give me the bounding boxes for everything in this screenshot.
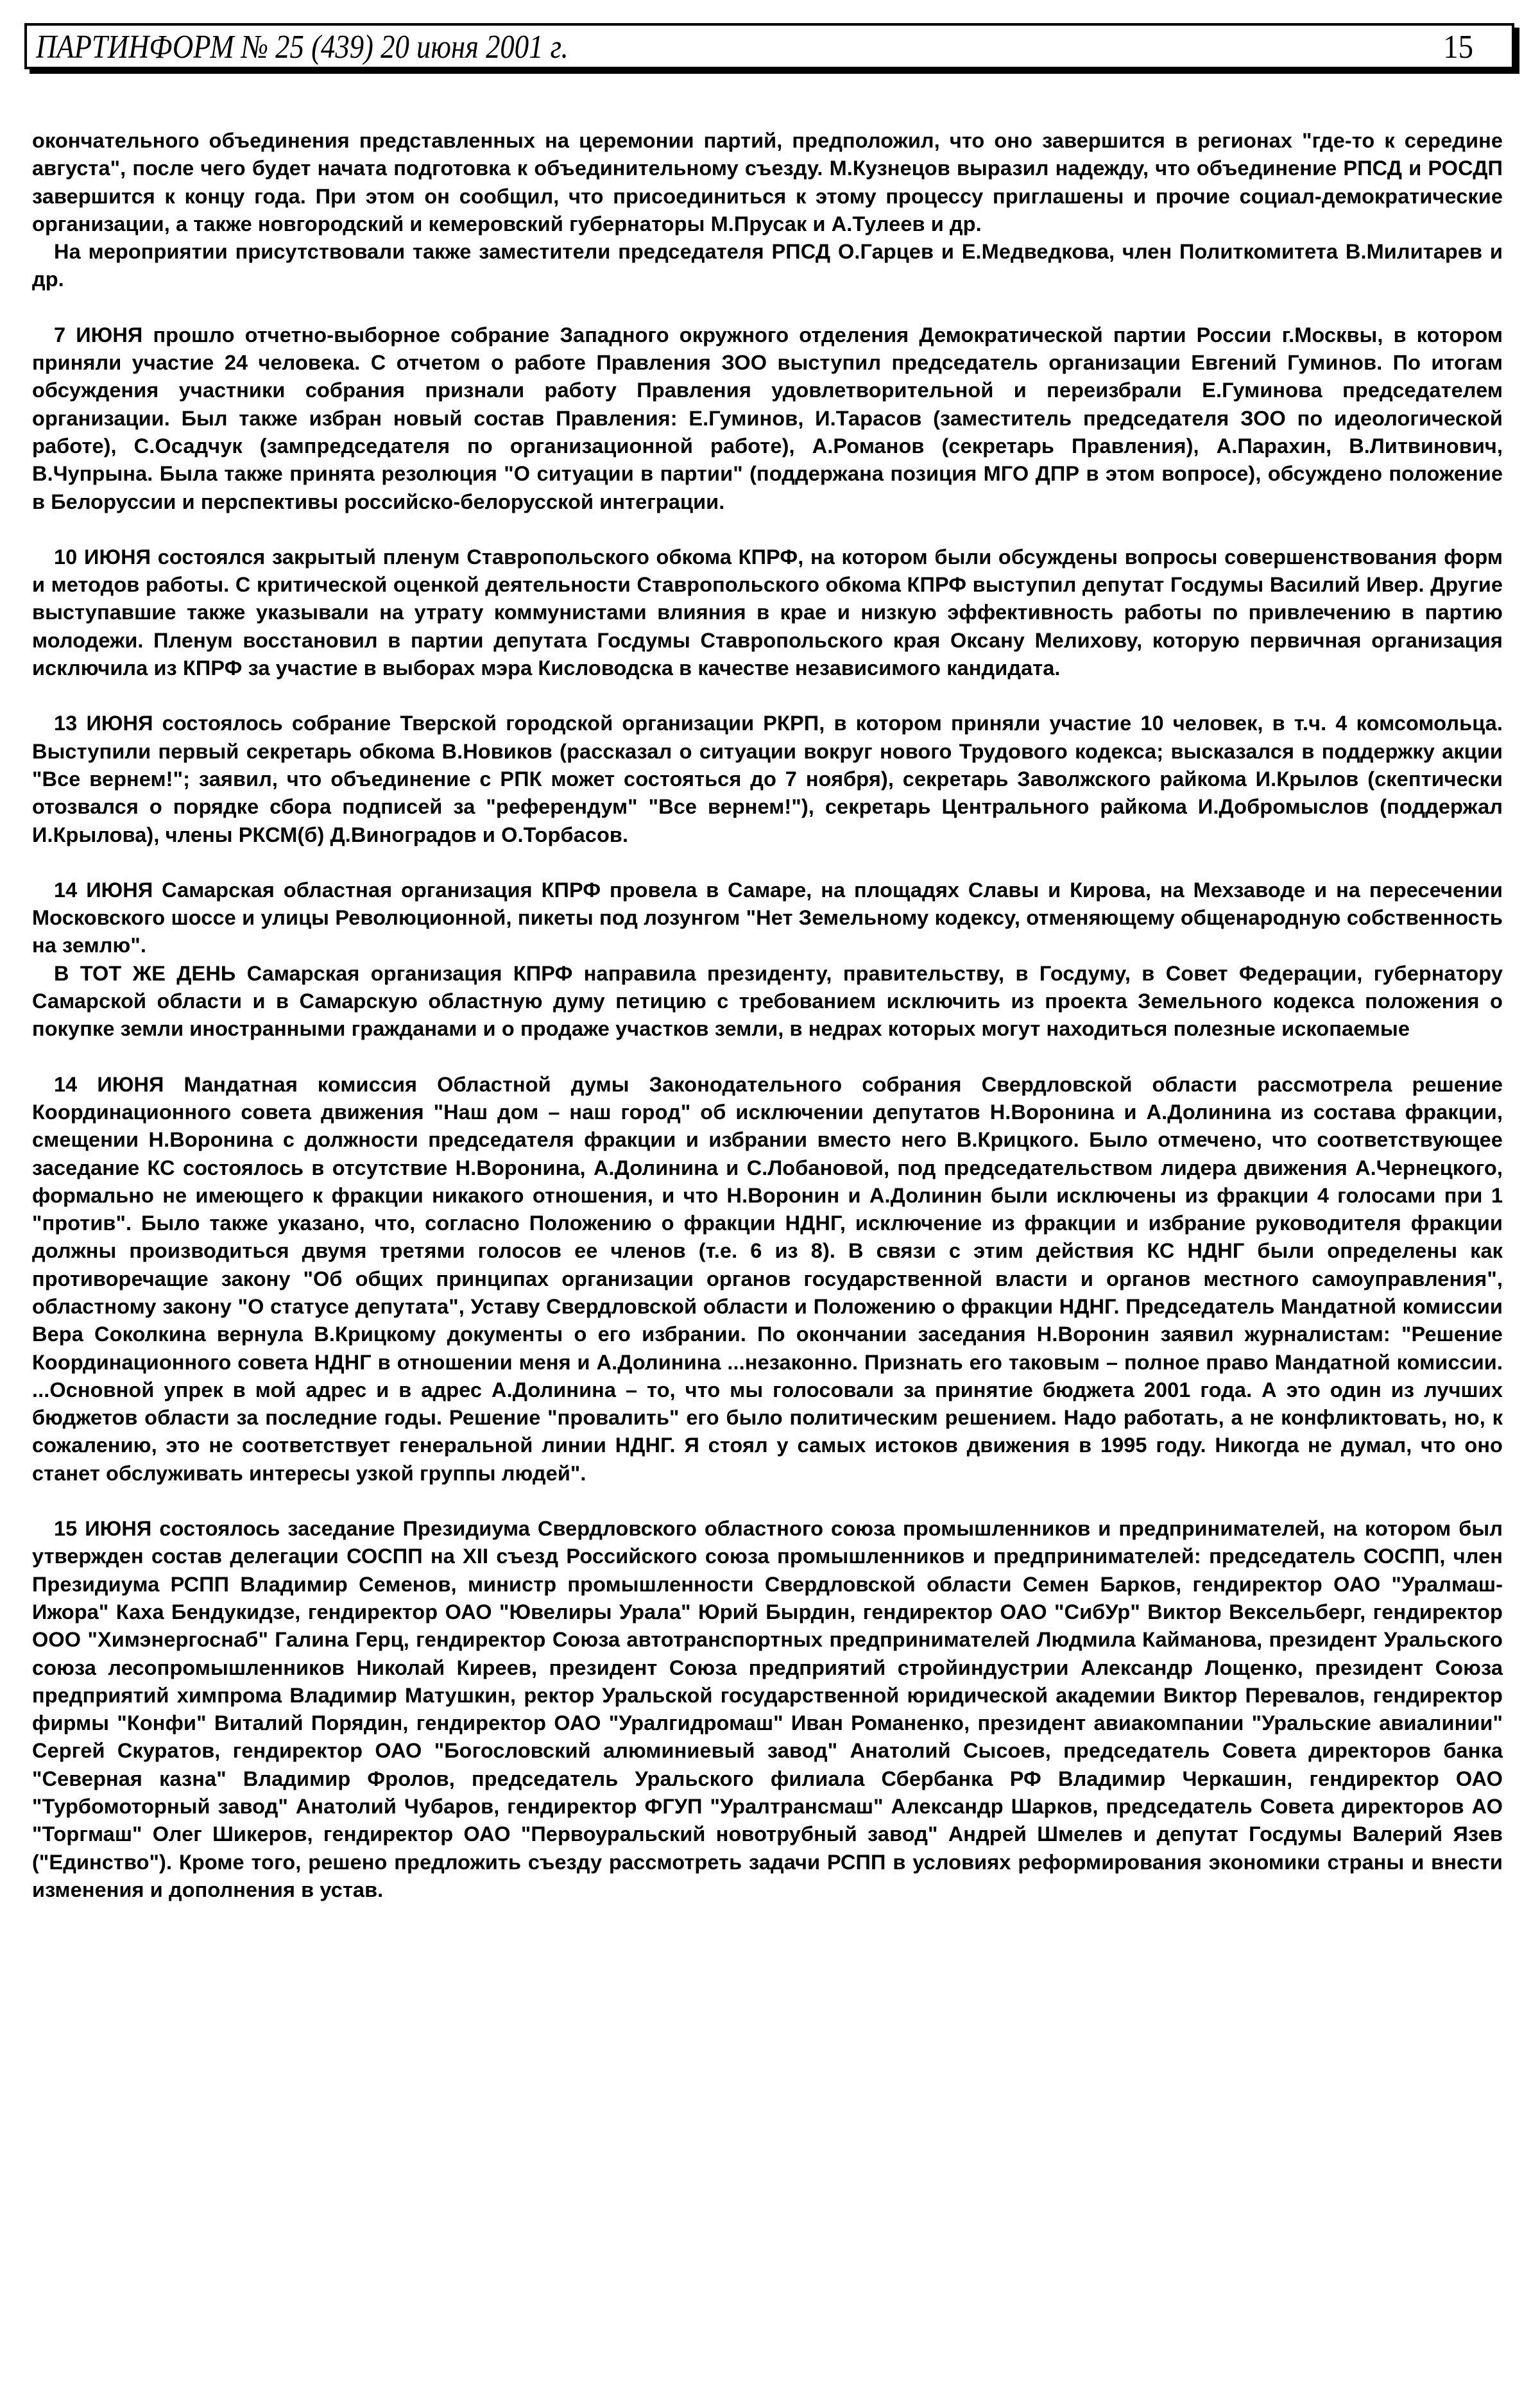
paragraph-june-14-sverdlovsk: 14 ИЮНЯ Мандатная комиссия Областной думы Законодательного собрания Свердловской области рассмотрела решение Координационного совета движения "Наш дом – наш город" об исключении депутатов Н.Воронина и А.Долинина из состава фракции, смещении Н.Воронина с должности председателя фракции и избрании вместо него В.Крицкого. Было отмечено, что соответствующее заседание КС состоялось в отсутствие Н.Воронина, А.Долинина и С.Лобановой, под председательством лидера движения А.Чернецкого, формально не имеющего к фракции никакого отношения, и что Н.Воронин и А.Долинин были исключены из фракции 4 голосами при 1 "против". Было также указано, что, согласно Положению о фракции НДНГ, исключение из фракции и избрание руководителя фракции должны производиться двумя третями голосов ее членов (т.е. 6 из 8). В связи с этим действия КС НДНГ были определены как противоречащие закону "Об общих принципах организации органов государственной власти и органов местного самоуправления", областному закону "О статусе депутата", Уставу Свердловской области и Положению о фракции НДНГ. Председатель Мандатной комиссии Вера Соколкина вернула В.Крицкому документы о его избрании. По окончании заседания Н.Воронин заявил журналистам: "Решение Координационного совета НДНГ в отношении меня и А.Долинина ...незаконно. Признать его таковым – полное право Мандатной комиссии. ...Основной упрек в мой адрес и в адрес А.Долинина – то, что мы голосовали за принятие бюджета 2001 года. А это один из лучших бюджетов области за последние годы. Решение "провалить" его было политическим решением. Надо работать, а не конфликтовать, но, к сожалению, это не соответствует генеральной линии НДНГ. Я стоял у самых истоков движения в 1995 году. Никогда не думал, что оно станет обслуживать интересы узкой группы людей". <box>32 1072 1503 1485</box>
paragraph-spacer <box>32 1487 1503 1515</box>
paragraph-june-13: 13 ИЮНЯ состоялось собрание Тверской городской организации РКРП, в котором приняли участие 10 человек, в т.ч. 4 комсомольца. Выступили первый секретарь обкома В.Новиков (рассказал о ситуации вокруг нового Трудового кодекса; высказался в поддержку акции "Все вернем!"; заявил, что объединение с РПК может состояться до 7 ноября), секретарь Заволжского райкома И.Крылов (скептически отозвался о порядке сбора подписей за "референдум" "Все вернем!"), секретарь Центрального райкома И.Добромыслов (поддержал И.Крылова), члены РКСМ(б) Д.Виноградов и О.Торбасов. <box>32 712 1503 846</box>
paragraph-same-day-samara: В ТОТ ЖЕ ДЕНЬ Самарская организация КПРФ направила президенту, правительству, в Госдуму, в Совет Федерации, губернатору Самарской области и в Самарскую областную думу петицию с требованием исключить из проекта Земельного кодекса положения о покупке земли иностранными гражданами и о продаже участков земли, в недрах которых могут находиться полезные ископаемые <box>32 961 1503 1041</box>
paragraph-june-10: 10 ИЮНЯ состоялся закрытый пленум Ставропольского обкома КПРФ, на котором были обсуждены вопросы совершенствования форм и методов работы. С критической оценкой деятельности Ставропольского обкома КПРФ выступил депутат Госдумы Василий Ивер. Другие выступавшие также указывали на утрату коммунистами влияния в крае и низкую эффективность работы по привлечению в партию молодежи. Пленум восстановил в партии депутата Госдумы Ставропольского края Оксану Мелихову, которую первичная организация исключила из КПРФ за участие в выборах мэра Кисловодска в качестве независимого кандидата. <box>32 545 1503 680</box>
paragraph-spacer <box>32 682 1503 710</box>
paragraph-june-15: 15 ИЮНЯ состоялось заседание Президиума Свердловского областного союза промышленников и предпринимателей, на котором был утвержден состав делегации СОСПП на XII съезд Российского союза промышленников и предпринимателей: председатель СОСПП, член Президиума РСПП Владимир Семенов, министр промышленности Свердловской области Семен Барков, гендиректор ОАО "Уралмаш-Ижора" Каха Бендукидзе, гендиректор ОАО "Ювелиры Урала" Юрий Бырдин, гендиректор ОАО "СибУр" Виктор Вексельберг, гендиректор ООО "Химэнергоснаб" Галина Герц, гендиректор Союза автотранспортных предпринимателей Людмила Кайманова, президент Уральского союза лесопромышленников Николай Киреев, президент Союза предприятий стройиндустрии Александр Лощенко, президент Союза предприятий химпрома Владимир Матушкин, ректор Уральской государственной юридической академии Виктор Перевалов, гендиректор фирмы "Конфи" Виталий Порядин, гендиректор ОАО "Уралгидромаш" Иван Романенко, президент авиакомпании "Уральские авиалинии" Сергей Скуратов, гендиректор ОАО "Богословский алюминиевый завод" Анатолий Сысоев, председатель Совета директоров банка "Северная казна" Владимир Фролов, председатель Уральского филиала Сбербанка РФ Владимир Черкашин, гендиректор ОАО "Турбомоторный завод" Анатолий Чубаров, гендиректор ФГУП "Уралтрансмаш" Александр Шарков, председатель Совета директоров АО "Торгмаш" Олег Шикеров, гендиректор ОАО "Первоуральский новотрубный завод" Андрей Шмелев и депутат Госдумы Валерий Язев ("Единство"). Кроме того, решено предложить съезду рассмотреть задачи РСПП в условиях реформирования экономики страны и внести изменения и дополнения в устав. <box>32 1517 1503 1901</box>
paragraph-spacer <box>32 516 1503 544</box>
article-body <box>32 127 1503 1904</box>
paragraph-attendees: На мероприятии присутствовали также заместители председателя РПСД О.Гарцев и Е.Медведкова, член Политкомитета В.Милитарев и др. <box>32 240 1503 291</box>
page-number: 15 <box>1443 29 1473 65</box>
paragraph-spacer <box>32 294 1503 321</box>
page-header <box>24 23 1514 69</box>
paragraph-spacer <box>32 1043 1503 1071</box>
paragraph-continuation: окончательного объединения представленных на церемонии партий, предположил, что оно завершится в регионах "где-то к середине августа", после чего будет начата подготовка к объединительному съезду. М.Кузнецов выразил надежду, что объединение РПСД и РОСДП завершится к концу года. При этом он сообщил, что присоединиться к этому процессу приглашены и прочие социал-демократические организации, а также новгородский и кемеровский губернаторы М.Прусак и А.Тулеев и др. <box>32 129 1503 236</box>
paragraph-june-7: 7 ИЮНЯ прошло отчетно-выборное собрание Западного окружного отделения Демократической партии России г.Москвы, в котором приняли участие 24 человека. С отчетом о работе Правления ЗОО выступил председатель организации Евгений Гуминов. По итогам обсуждения участники собрания признали работу Правления удовлетворительной и переизбрали Е.Гуминова председателем организации. Был также избран новый состав Правления: Е.Гуминов, И.Тарасов (заместитель председателя ЗОО по идеологической работе), С.Осадчук (зампредседателя по организационной работе), А.Романов (секретарь Правления), А.Парахин, В.Литвинович, В.Чупрына. Была также принята резолюция "О ситуации в партии" (поддержана позиция МГО ДПР в этом вопросе), обсуждено положение в Белоруссии и перспективы российско-белорусской интеграции. <box>32 323 1503 513</box>
publication-title: ПАРТИНФОРМ № 25 (439) 20 июня 2001 г. <box>36 29 569 65</box>
paragraph-june-14-samara: 14 ИЮНЯ Самарская областная организация КПРФ провела в Самаре, на площадях Славы и Кирова, на Мехзаводе и на пересечении Московского шоссе и улицы Революционной, пикеты под лозунгом "Нет Земельному кодексу, отменяющему общенародную собственность на землю". <box>32 878 1503 957</box>
paragraph-spacer <box>32 849 1503 877</box>
